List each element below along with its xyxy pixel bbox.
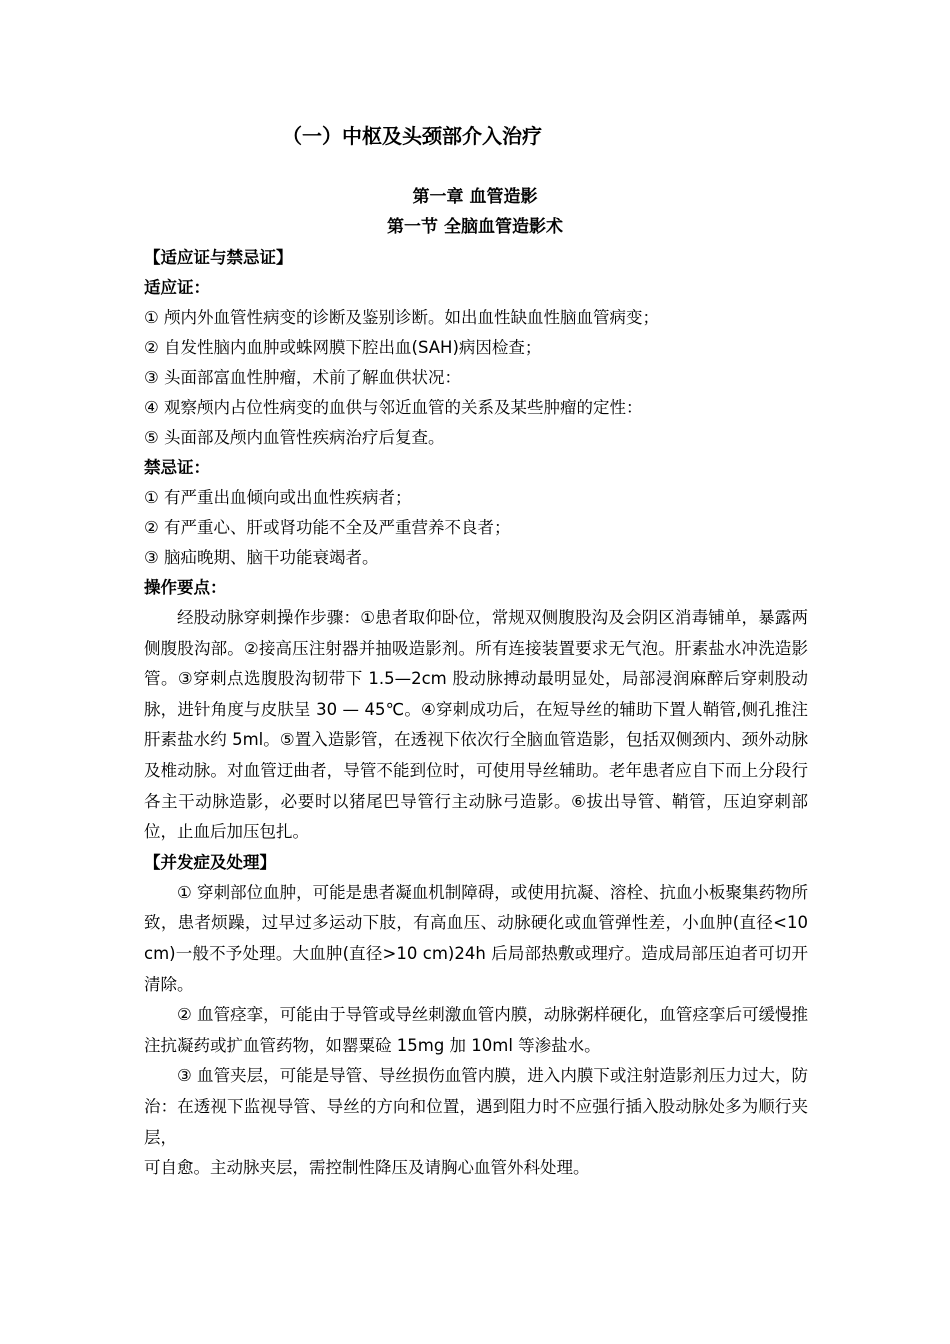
document-body	[144, 243, 808, 1184]
complication-item: ① 穿刺部位血肿，可能是患者凝血机制障碍，或使用抗凝、溶栓、抗血小板聚集药物所致，患者烦躁，过早过多运动下肢，有高血压、动脉硬化或血管弹性差，小血肿(直径<10 cm)一般不予处理。大血肿(直径>10 cm)24h 后局部热敷或理疗。造成局部压迫者可切开清除。	[144, 882, 808, 994]
contraindication-item: ② 有严重心、肝或肾功能不全及严重营养不良者；	[144, 518, 511, 537]
procedure-label: 操作要点：	[144, 578, 227, 597]
document-title: （一）中枢及头颈部介入治疗	[282, 124, 542, 148]
chapter-title: 第一章 血管造影	[412, 187, 538, 207]
section-title: 第一节 全脑血管造影术	[387, 217, 563, 237]
complication-item: ② 血管痉挛，可能由于导管或导丝刺激血管内膜，动脉粥样硬化，血管痉挛后可缓慢推注抗凝药或扩血管药物，如罂粟硷 15mg 加 10ml 等渗盐水。	[144, 1005, 808, 1055]
indication-item: ④ 观察颅内占位性病变的血供与邻近血管的关系及某些肿瘤的定性：	[144, 398, 643, 417]
indications-heading: 【适应证与禁忌证】	[144, 248, 293, 267]
indication-item: ① 颅内外血管性病变的诊断及鉴别诊断。如出血性缺血性脑血管病变；	[144, 308, 660, 327]
contraindication-item: ③ 脑疝晚期、脑干功能衰竭者。	[144, 548, 379, 567]
indication-item: ③ 头面部富血性肿瘤，术前了解血供状况：	[144, 368, 462, 387]
indication-item: ② 自发性脑内血肿或蛛网膜下腔出血(SAH)病因检查；	[144, 338, 542, 357]
complications-heading: 【并发症及处理】	[144, 852, 276, 872]
indications-label: 适应证：	[144, 278, 210, 297]
contraindication-item: ① 有严重出血倾向或出血性疾病者；	[144, 488, 412, 507]
complication-tail: 可自愈。主动脉夹层，需控制性降压及请胸心血管外科处理。	[144, 1158, 590, 1178]
indication-item: ⑤ 头面部及颅内血管性疾病治疗后复查。	[144, 428, 445, 447]
contraindications-label: 禁忌证：	[144, 458, 210, 477]
procedure-paragraph: 经股动脉穿刺操作步骤：①患者取仰卧位，常规双侧腹股沟及会阴区消毒铺单，暴露两侧腹股沟部。②接高压注射器并抽吸造影剂。所有连接装置要求无气泡。肝素盐水冲洗造影管。③穿刺点选腹股沟韧带下 1.5—2cm 股动脉搏动最明显处，局部浸润麻醉后穿刺股动脉，进针角度与皮肤呈 30 — 45℃。④穿刺成功后，在短导丝的辅助下置人鞘管,侧孔推注肝素盐水约 5ml。⑤置入造影管，在透视下依次行全脑血管造影，包括双侧颈内、颈外动脉及椎动脉。对血管迂曲者，导管不能到位时，可使用导丝辅助。老年患者应自下而上分段行各主干动脉造影，必要时以猪尾巴导管行主动脉弓造影。⑥拔出导管、鞘管，压迫穿刺部位，止血后加压包扎。	[144, 608, 808, 842]
complication-item: ③ 血管夹层，可能是导管、导丝损伤血管内膜，进入内膜下或注射造影剂压力过大，防治：在透视下监视导管、导丝的方向和位置，遇到阻力时不应强行插入股动脉处多为顺行夹层，	[144, 1066, 808, 1147]
